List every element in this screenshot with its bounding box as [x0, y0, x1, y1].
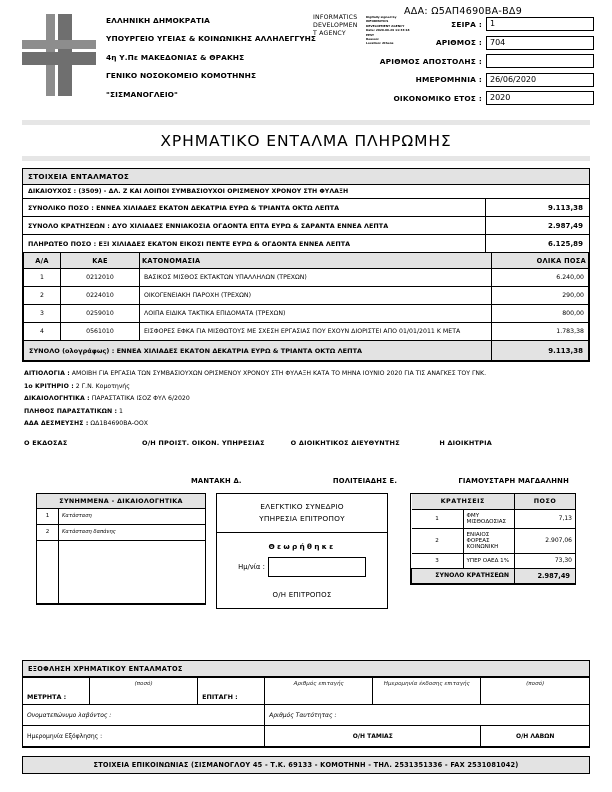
settlement-heading: ΕΞΟΦΛΗΣΗ ΧΡΗΜΑΤΙΚΟΥ ΕΝΤΑΛΜΑΤΟΣ: [23, 661, 589, 677]
attachment-number: 1: [37, 509, 59, 525]
cheque-label: ΕΠΙΤΑΓΗ :: [198, 678, 265, 705]
organization-block: [106, 12, 336, 104]
stamp-detail-1: INFORMATICS: [366, 19, 389, 24]
summary-total-amount: 9.113,38: [486, 199, 590, 217]
note-dikaiologitika-text: ΠΑΡΑΣΤΑΤΙΚΑ ΙΣΟΖ ΦΥΛ 6/2020: [91, 395, 190, 403]
deduction-number: 3: [412, 553, 464, 568]
deductions-block: [410, 493, 576, 585]
signature-role-governor: Η ΔΙΟΙΚΗΤΡΙΑ: [439, 438, 492, 447]
attachments-filler-row: [37, 540, 205, 603]
cash-amount-cell[interactable]: [90, 678, 198, 705]
item-aa: 2: [24, 287, 61, 305]
item-desc: ΛΟΙΠΑ ΕΙΔΙΚΑ ΤΑΚΤΙΚΑ ΕΠΙΔΟΜΑΤΑ (ΤΡΕΧΩΝ): [140, 305, 492, 323]
cheque-date-caption: Ημερομηνία έκδοσης επιταγής: [383, 681, 470, 687]
signature-role-finance-head: Ο/Η ΠΡΟΙΣΤ. ΟΙΚΟΝ. ΥΠΗΡΕΣΙΑΣ: [142, 438, 265, 447]
stamp-detail-5: Reason:: [366, 37, 380, 42]
note-kritirio-label: 1ο ΚΡΙΤΗΡΙΟ :: [24, 382, 74, 390]
line-items-table: [23, 253, 589, 361]
note-plithos-label: ΠΛΗΘΟΣ ΠΑΡΑΣΤΑΤΙΚΩΝ :: [24, 407, 118, 415]
signature-names-row: [24, 477, 588, 485]
ada-number: [404, 6, 522, 17]
summary-row-payable: [23, 235, 589, 253]
deductions-total-row: [412, 568, 576, 583]
signature-role-issuer: Ο ΕΚΔΟΣΑΣ: [24, 438, 68, 447]
item-aa: 3: [24, 305, 61, 323]
note-aitiologia-label: ΑΙΤΙΟΛΟΓΙΑ :: [24, 370, 70, 377]
cashier-signature-label: Ο/Η ΤΑΜΙΑΣ: [265, 726, 481, 747]
settlement-row-1: [23, 678, 589, 705]
stamp-detail-4: EEST: [366, 32, 375, 37]
field-arithmos-apostolis-label: ΑΡΙΘΜΟΣ ΑΠΟΣΤΟΛΗΣ :: [379, 56, 482, 66]
deductions-table: [411, 494, 575, 584]
item-aa: 1: [24, 269, 61, 287]
receiver-name-field[interactable]: [23, 705, 265, 726]
signature-name-finance-head: ΜΑΝΤΑΚΗ Δ.: [190, 476, 242, 485]
org-line-4: ΓΕΝΙΚΟ ΝΟΣΟΚΟΜΕΙΟ ΚΟΜΟΤΗΝΗΣ: [106, 71, 257, 81]
auditor-title-line-2: ΥΠΗΡΕΣΙΑ ΕΠΙΤΡΟΠΟΥ: [259, 513, 345, 523]
col-header-kae: ΚΑΕ: [61, 253, 140, 269]
summary-table: [23, 199, 589, 253]
stamp-detail-0: Digitally signed by: [366, 15, 397, 19]
greek-cross-emblem-icon: [22, 14, 96, 96]
summary-row-total: [23, 199, 589, 217]
summary-deductions-amount: 2.987,49: [486, 217, 590, 235]
signature-name-issuer: [24, 477, 142, 485]
attachment-number: 2: [37, 524, 59, 540]
note-aitiologia-text: ΑΜΟΙΒΗ ΓΙΑ ΕΡΓΑΣΙΑ ΤΩΝ ΣΥΜΒΑΣΙΟΥΧΩΝ ΟΡΙΣΜΕΝΟΥ ΧΡΟΝΟΥ ΣΤΗ ΦΥΛΑΞΗ ΚΑΤΑ ΤΟ ΜΗΝΑ ΙΟΥΝΙΟ 2020 ΓΙΑ ΤΙΣ ΑΝΑΓΚΕΣ ΤΟΥ ΓΝΚ.: [71, 370, 487, 377]
auditor-signer-label: Ο/Η ΕΠΙΤΡΟΠΟΣ: [272, 590, 332, 599]
field-fiscal-year-value[interactable]: 2020: [486, 91, 594, 105]
attachments-table: [37, 509, 205, 604]
list-item: [37, 524, 205, 540]
col-header-desc: ΚΑΤΟΝΟΜΑΣΙΑ: [140, 253, 492, 269]
field-arithmos-label: ΑΡΙΘΜΟΣ :: [435, 38, 482, 47]
deduction-label: ΕΝΙΑΙΟΣ ΦΟΡΕΑΣ ΚΟΙΝΩΝΙΚΗ: [463, 528, 515, 553]
deductions-header-row: [412, 494, 576, 510]
deduction-amount: 7,13: [515, 509, 576, 528]
field-arithmos-value[interactable]: 704: [486, 36, 594, 50]
summary-payable-label: ΠΛΗΡΩΤΕΟ ΠΟΣΟ : ΕΞΙ ΧΙΛΙΑΔΕΣ ΕΚΑΤΟΝ ΕΙΚΟΣΙ ΠΕΝΤΕ ΕΥΡΩ & ΟΓΔΟΝΤΑ ΕΝΝΕΑ ΛΕΠΤΑ: [23, 235, 486, 253]
item-kae: 0561010: [61, 323, 140, 341]
deductions-total-label: ΣΥΝΟΛΟ ΚΡΑΤΗΣΕΩΝ: [412, 568, 515, 583]
item-kae: 0259010: [61, 305, 140, 323]
settlement-row-3: [23, 726, 589, 747]
auditor-date-label: Ημ/νία :: [238, 562, 265, 571]
table-row: [24, 305, 589, 323]
field-fiscal-year-label: ΟΙΚΟΝΟΜΙΚΟ ΕΤΟΣ :: [393, 93, 482, 103]
auditor-stamp-word: Θεωρήθηκε: [268, 541, 336, 551]
field-date-label: ΗΜΕΡΟΜΗΝΙΑ :: [415, 75, 482, 84]
cheque-number-cell[interactable]: [265, 678, 373, 705]
deduction-amount: 2.907,06: [515, 528, 576, 553]
ada-value: Ω5ΑΠ4690ΒΑ-ΒΔ9: [431, 6, 523, 17]
attachments-block: [36, 493, 206, 605]
attachment-text: Κατάσταση δαπάνης: [59, 524, 206, 540]
item-kae: 0212010: [61, 269, 140, 287]
table-row: [24, 269, 589, 287]
field-seira-value[interactable]: 1: [486, 17, 594, 31]
cash-amount-caption: (ποσό): [134, 681, 153, 687]
table-row: [24, 323, 589, 341]
stamp-detail-2: DEVELOPMENT AGENCY: [366, 23, 405, 28]
item-amount: 6.240,00: [492, 269, 589, 287]
middle-blocks: [36, 493, 576, 609]
entalma-details-section: [22, 168, 590, 362]
note-dikaiologitika: [24, 393, 588, 406]
table-row: [412, 553, 576, 568]
line-items-total-label: ΣΥΝΟΛΟ (ολογράφως) : ΕΝΝΕΑ ΧΙΛΙΑΔΕΣ ΕΚΑΤΟΝ ΔΕΚΑΤΡΙΑ ΕΥΡΩ & ΤΡΙΑΝΤΑ ΟΚΤΩ ΛΕΠΤΑ: [24, 341, 492, 361]
stamp-line-1: INFORMATICS: [313, 14, 358, 21]
org-line-1: ΕΛΛΗΝΙΚΗ ΔΗΜΟΚΡΑΤΙΑ: [106, 16, 210, 25]
org-line-5: "ΣΙΣΜΑΝΟΓΛΕΙΟ": [106, 89, 179, 99]
auditor-title-line-1: ΕΛΕΓΚΤΙΚΟ ΣΥΝΕΔΡΙΟ: [260, 501, 344, 511]
col-header-amount: ΟΛΙΚΑ ΠΟΣΑ: [492, 253, 589, 269]
deductions-col-header-amount: ΠΟΣΟ: [515, 494, 576, 510]
auditor-approval-box: [216, 493, 388, 609]
signature-role-admin-director: Ο ΔΙΟΙΚΗΤΙΚΟΣ ΔΙΕΥΘΥΝΤΗΣ: [290, 438, 400, 447]
ada-label: ΑΔΑ:: [404, 6, 428, 17]
field-seira: [326, 16, 594, 32]
field-arithmos-apostolis: [326, 53, 594, 69]
summary-payable-amount: 6.125,89: [486, 235, 590, 253]
attachments-filler-number: [37, 540, 59, 603]
item-aa: 4: [24, 323, 61, 341]
payment-date-label: Ημερομηνία Εξόφλησης :: [27, 732, 103, 740]
table-row: [24, 287, 589, 305]
deduction-label: ΦΜΥ ΜΙΣΘΟΔΟΣΙΑΣ: [463, 509, 515, 528]
document-header: [0, 0, 612, 116]
auditor-date-line: [217, 557, 387, 585]
settlement-section: [22, 660, 590, 748]
cheque-amount-cell[interactable]: [481, 678, 589, 705]
recipient-signature-label: Ο/Η ΛΑΒΩΝ: [481, 726, 589, 747]
summary-row-deductions: [23, 217, 589, 235]
auditor-date-input[interactable]: [268, 557, 366, 577]
note-ada-desmeysis-label: ΑΔΑ ΔΕΣΜΕΥΣΗΣ :: [24, 420, 89, 428]
cash-label: ΜΕΤΡΗΤΑ :: [23, 678, 90, 705]
field-date: [326, 72, 594, 88]
summary-deductions-label: ΣΥΝΟΛΟ ΚΡΑΤΗΣΕΩΝ : ΔΥΟ ΧΙΛΙΑΔΕΣ ΕΝΝΙΑΚΟΣΙΑ ΟΓΔΟΝΤΑ ΕΠΤΑ ΕΥΡΩ & ΣΑΡΑΝΤΑ ΕΝΝΕΑ ΛΕΠΤΑ: [23, 217, 486, 235]
deduction-number: 1: [412, 509, 464, 528]
signature-name-admin-director: ΠΟΛΙΤΕΙΑΔΗΣ Ε.: [332, 476, 398, 485]
item-kae: 0224010: [61, 287, 140, 305]
stamp-detail-6: Location: Athens: [366, 41, 394, 46]
field-arithmos-apostolis-value[interactable]: [486, 54, 594, 68]
attachments-filler-text: [59, 540, 206, 603]
summary-total-label: ΣΥΝΟΛΙΚΟ ΠΟΣΟ : ΕΝΝΕΑ ΧΙΛΙΑΔΕΣ ΕΚΑΤΟΝ ΔΕΚΑΤΡΙΑ ΕΥΡΩ & ΤΡΙΑΝΤΑ ΟΚΤΩ ΛΕΠΤΑ: [23, 199, 486, 217]
note-kritirio-text: 2 Γ.Ν. Κομοτηνής: [75, 382, 130, 390]
stamp-detail-3: Date: 2020.06.29 11:33:18: [366, 28, 410, 33]
col-header-aa: Α/Α: [24, 253, 61, 269]
signature-name-governor: ΓΙΑΜΟΥΣΤΑΡΗ ΜΑΓΔΑΛΗΝΗ: [458, 476, 569, 485]
deductions-col-header-name: ΚΡΑΤΗΣΕΙΣ: [412, 494, 515, 510]
note-ada-desmeysis-text: ΩΔ1Β4690ΒΑ-ΟΟΧ: [90, 420, 148, 428]
field-seira-label: ΣΕΙΡΑ :: [451, 19, 482, 29]
note-ada-desmeysis: [24, 418, 588, 431]
deduction-number: 2: [412, 528, 464, 553]
note-plithos: [24, 406, 588, 419]
settlement-table: [23, 677, 589, 747]
deduction-label: ΥΠΕΡ ΟΑΕΔ 1%: [463, 553, 515, 568]
org-line-3: 4η Υ.Πε ΜΑΚΕΔΟΝΙΑΣ & ΘΡΑΚΗΣ: [106, 52, 245, 62]
item-desc: ΒΑΣΙΚΟΣ ΜΙΣΘΟΣ ΕΚΤΑΚΤΩΝ ΥΠΑΛΛΗΛΩΝ (ΤΡΕΧΩΝ): [140, 269, 492, 287]
id-number-field[interactable]: [265, 705, 589, 726]
item-amount: 800,00: [492, 305, 589, 323]
note-plithos-text: 1: [119, 407, 123, 415]
cheque-date-cell[interactable]: [373, 678, 481, 705]
table-row: [412, 509, 576, 528]
line-items-total-row: [24, 341, 589, 361]
section-heading: ΣΤΟΙΧΕΙΑ ΕΝΤΑΛΜΑΤΟΣ: [23, 169, 589, 185]
settlement-row-2: [23, 705, 589, 726]
notes-block: [24, 368, 588, 431]
deduction-amount: 73,30: [515, 553, 576, 568]
table-row: [412, 528, 576, 553]
signature-roles-row: [24, 439, 588, 447]
id-number-label: Αριθμός Ταυτότητας :: [269, 711, 337, 719]
auditor-title: [217, 494, 387, 533]
title-band-bottom: [22, 156, 590, 161]
payment-date-field[interactable]: [23, 726, 265, 747]
footer-contact-info: ΣΤΟΙΧΕΙΑ ΕΠΙΚΟΙΝΩΝΙΑΣ (ΣΙΣΜΑΝΟΓΛΟΥ 45 - Τ.Κ. 69133 - ΚΟΜΟΤΗΝΗ - ΤΗΛ. 2531351336 - FAX 2531081042): [22, 756, 590, 774]
stamp-line-3: T AGENCY: [313, 30, 346, 38]
line-items-header-row: [24, 253, 589, 269]
item-amount: 1.783,38: [492, 323, 589, 341]
item-desc: ΕΙΣΦΟΡΕΣ ΕΦΚΑ ΓΙΑ ΜΙΣΘΩΤΟΥΣ ΜΕ ΣΧΕΣΗ ΕΡΓΑΣΙΑΣ ΠΟΥ ΕΧΟΥΝ ΔΙΟΡΙΣΤΕΙ ΑΠΟ 01/01/2011 Κ ΜΕΤΑ: [140, 323, 492, 341]
attachment-text: Κατάσταση: [59, 509, 206, 525]
deductions-total-amount: 2.987,49: [515, 568, 576, 583]
org-line-2: ΥΠΟΥΡΓΕΙΟ ΥΓΕΙΑΣ & ΚΟΙΝΩΝΙΚΗΣ ΑΛΛΗΛΕΓΓΥΗΣ: [106, 34, 317, 44]
field-date-value[interactable]: 26/06/2020: [486, 73, 594, 87]
cheque-number-caption: Αριθμός επιταγής: [293, 681, 344, 687]
item-desc: ΟΙΚΟΓΕΝΕΙΑΚΗ ΠΑΡΟΧΗ (ΤΡΕΧΩΝ): [140, 287, 492, 305]
line-items-total-amount: 9.113,38: [492, 341, 589, 361]
attachments-heading: ΣΥΝΗΜΜΕΝΑ - ΔΙΚΑΙΟΛΟΓΗΤΙΚΑ: [37, 494, 205, 509]
page-title: ΧΡΗΜΑΤΙΚΟ ΕΝΤΑΛΜΑ ΠΛΗΡΩΜΗΣ: [160, 132, 452, 150]
stamp-line-2: DEVELOPMEN: [313, 22, 358, 30]
item-amount: 290,00: [492, 287, 589, 305]
field-fiscal-year: [326, 90, 594, 106]
note-kritirio: [24, 381, 588, 394]
beneficiary-row: ΔΙΚΑΙΟΥΧΟΣ : (3509) - ΔΛ. Ζ ΚΑΙ ΛΟΙΠΟΙ ΣΥΜΒΑΣΙΟΥΧΟΙ ΟΡΙΣΜΕΝΟΥ ΧΡΟΝΟΥ ΣΤΗ ΦΥΛΑΞΗ: [23, 185, 589, 199]
cheque-amount-caption: (ποσό): [526, 681, 545, 687]
note-dikaiologitika-label: ΔΙΚΑΙΟΛΟΓΗΤΙΚΑ :: [24, 395, 90, 403]
receiver-name-label: Ονοματεπώνυμο λαβόντος :: [27, 711, 112, 719]
note-aitiologia: [24, 368, 588, 381]
list-item: [37, 509, 205, 525]
header-fields: [326, 16, 594, 109]
